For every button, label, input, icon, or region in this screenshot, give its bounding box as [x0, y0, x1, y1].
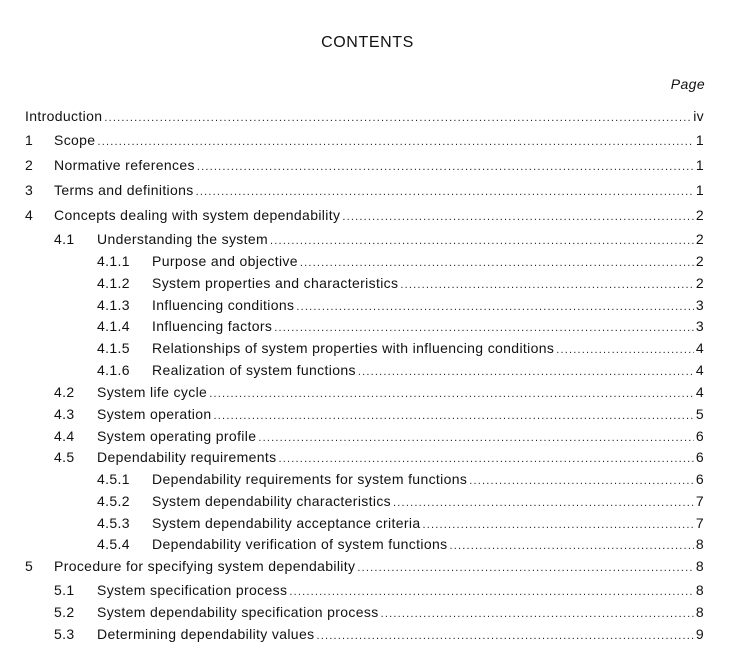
toc-entry-number: 4.5.4 — [97, 536, 130, 552]
toc-entry-title: System dependability acceptance criteria — [152, 515, 421, 531]
toc-leader-dots — [342, 207, 694, 227]
toc-entry[interactable] — [54, 602, 704, 622]
toc-leader-dots — [97, 132, 693, 152]
toc-entry-title: Normative references — [54, 157, 195, 173]
toc-leader-dots — [556, 340, 694, 360]
toc-entry-title: Influencing factors — [152, 318, 273, 334]
toc-leader-dots — [289, 582, 694, 602]
toc-leader-dots — [258, 428, 693, 448]
toc-entry[interactable] — [97, 469, 704, 489]
toc-entry-page: 2 — [695, 207, 704, 223]
toc-entry[interactable] — [97, 295, 704, 315]
toc-leader-dots — [300, 253, 694, 273]
toc-entry-number: 4.1.3 — [97, 297, 130, 313]
toc-entry[interactable] — [54, 404, 704, 424]
toc-entry-page: 2 — [695, 253, 704, 269]
toc-entry-title: System dependability specification process — [97, 604, 379, 620]
toc-entry-number: 4 — [25, 207, 34, 223]
toc-leader-dots — [358, 362, 694, 382]
toc-entry-title: Scope — [54, 132, 96, 148]
toc-entry-title: System dependability characteristics — [152, 493, 392, 509]
toc-entry-page: 1 — [695, 132, 704, 148]
toc-entry[interactable] — [97, 273, 704, 293]
toc-entry[interactable] — [54, 229, 704, 249]
toc-entry-title: System life cycle — [97, 384, 208, 400]
toc-entry[interactable] — [54, 624, 704, 644]
toc-leader-dots — [197, 157, 694, 177]
toc-entry-page: 5 — [695, 406, 704, 422]
toc-entry-title: System operating profile — [97, 428, 257, 444]
toc-entry-page: 1 — [695, 157, 704, 173]
toc-entry[interactable] — [25, 155, 704, 175]
toc-entry-page: 6 — [695, 471, 704, 487]
toc-entry-number: 5.2 — [54, 604, 75, 620]
toc-entry-page: 7 — [695, 515, 704, 531]
toc-entry-number: 4.1.5 — [97, 340, 130, 356]
toc-entry-number: 4.5.1 — [97, 471, 130, 487]
toc-entry-number: 5 — [25, 558, 34, 574]
toc-entry-page: 3 — [695, 318, 704, 334]
toc-entry-title: Realization of system functions — [152, 362, 356, 378]
toc-entry-number: 4.1.4 — [97, 318, 130, 334]
toc-entry-number: 2 — [25, 157, 34, 173]
toc-entry-title: System properties and characteristics — [152, 275, 399, 291]
toc-leader-dots — [214, 406, 694, 426]
toc-entry-title: Terms and definitions — [54, 182, 194, 198]
toc-entry[interactable] — [25, 130, 704, 150]
toc-leader-dots — [316, 626, 693, 646]
toc-entry[interactable] — [25, 205, 704, 225]
toc-leader-dots — [381, 604, 694, 624]
toc-entry-page: 8 — [695, 536, 704, 552]
toc-entry-number: 4.2 — [54, 384, 75, 400]
toc-leader-dots — [469, 471, 694, 491]
toc-entry-page: 4 — [695, 362, 704, 378]
toc-entry-number: 5.1 — [54, 582, 75, 598]
toc-entry-page: 6 — [695, 449, 704, 465]
toc-entry[interactable] — [54, 447, 704, 467]
toc-entry[interactable] — [54, 580, 704, 600]
toc-leader-dots — [196, 182, 694, 202]
toc-entry-title: Dependability verification of system functions — [152, 536, 448, 552]
toc-leader-dots — [393, 493, 694, 513]
toc-entry-page: 9 — [695, 626, 704, 642]
toc-entry[interactable] — [25, 180, 704, 200]
toc-entry-title: Procedure for specifying system dependability — [54, 558, 356, 574]
toc-entry[interactable] — [25, 556, 704, 576]
toc-leader-dots — [279, 449, 694, 469]
toc-entry-page: 2 — [695, 231, 704, 247]
toc-title: CONTENTS — [321, 34, 414, 51]
toc-entry[interactable] — [97, 338, 704, 358]
toc-entry-page: iv — [693, 108, 704, 124]
toc-entry-number: 4.4 — [54, 428, 75, 444]
toc-entry-number: 4.1.2 — [97, 275, 130, 291]
toc-leader-dots — [422, 515, 693, 535]
toc-entry-number: 4.1.6 — [97, 362, 130, 378]
toc-entry-title: Influencing conditions — [152, 297, 295, 313]
toc-entry-title: Dependability requirements — [97, 449, 277, 465]
toc-entry-page: 3 — [695, 297, 704, 313]
toc-entry-title: Determining dependability values — [97, 626, 315, 642]
toc-entry-number: 3 — [25, 182, 34, 198]
toc-entry[interactable] — [54, 426, 704, 446]
toc-entry-number: 4.5.3 — [97, 515, 130, 531]
toc-entry-number: 4.3 — [54, 406, 75, 422]
toc-entry-title: Introduction — [25, 108, 103, 124]
toc-leader-dots — [274, 318, 694, 338]
toc-leader-dots — [296, 297, 694, 317]
toc-entry[interactable] — [97, 251, 704, 271]
toc-leader-dots — [270, 231, 694, 251]
toc-entry-number: 5.3 — [54, 626, 75, 642]
toc-leader-dots — [209, 384, 694, 404]
toc-entry[interactable] — [97, 491, 704, 511]
toc-entry[interactable] — [25, 106, 704, 126]
toc-entry-title: Relationships of system properties with influencing conditions — [152, 340, 555, 356]
toc-entry-title: Understanding the system — [97, 231, 269, 247]
toc-entry[interactable] — [97, 513, 704, 533]
toc-entry[interactable] — [97, 534, 704, 554]
toc-entry-page: 8 — [695, 604, 704, 620]
toc-entry-page: 8 — [695, 582, 704, 598]
toc-entry-title: Purpose and objective — [152, 253, 298, 269]
toc-entry[interactable] — [54, 382, 704, 402]
toc-entry-number: 4.1.1 — [97, 253, 130, 269]
toc-leader-dots — [357, 558, 694, 578]
toc-entry-number: 4.5.2 — [97, 493, 130, 509]
toc-entry-number: 4.5 — [54, 449, 75, 465]
toc-entry-page: 8 — [695, 558, 704, 574]
toc-entry-page: 6 — [695, 428, 704, 444]
toc-entry-title: Dependability requirements for system functions — [152, 471, 468, 487]
toc-entry[interactable] — [97, 360, 704, 380]
toc-leader-dots — [104, 108, 691, 128]
toc-entry-title: System operation — [97, 406, 212, 422]
toc-entry-number: 4.1 — [54, 231, 75, 247]
toc-leader-dots — [449, 536, 693, 556]
toc-entry-title: Concepts dealing with system dependability — [54, 207, 341, 223]
toc-entry-title: System specification process — [97, 582, 288, 598]
toc-leader-dots — [400, 275, 693, 295]
page-column-label: Page — [670, 76, 705, 92]
toc-entry-page: 4 — [695, 384, 704, 400]
toc-entry-page: 4 — [695, 340, 704, 356]
toc-entry-number: 1 — [25, 132, 34, 148]
toc-entry[interactable] — [97, 316, 704, 336]
toc-entry-page: 1 — [695, 182, 704, 198]
toc-entry-page: 2 — [695, 275, 704, 291]
toc-entry-page: 7 — [695, 493, 704, 509]
